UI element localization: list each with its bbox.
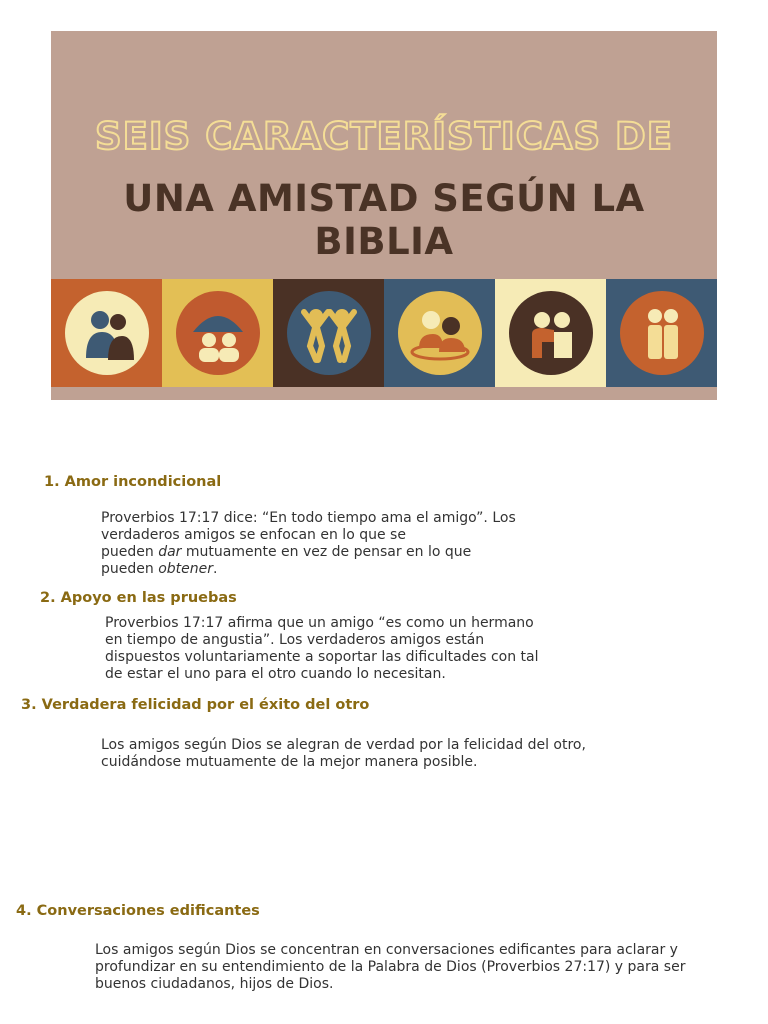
text-line (105, 666, 539, 683)
section-text-1 (101, 510, 516, 578)
text-line (95, 959, 685, 976)
text-line (105, 615, 539, 632)
section-heading-1: 1. Amor incondicional (44, 474, 222, 490)
text-line (101, 527, 516, 544)
icon-tile (51, 279, 162, 387)
emphasized-word: dar (158, 544, 182, 560)
icon-tile (273, 279, 384, 387)
text-run: Proverbios 17:17 dice: “En todo tiempo ama el amigo”. Los (101, 510, 516, 526)
icon-tile (162, 279, 273, 387)
text-run: pueden (101, 561, 159, 577)
icon-strip (51, 279, 717, 387)
icon-tile (384, 279, 495, 387)
text-run: Los amigos según Dios se concentran en conversaciones edificantes para aclarar y (95, 942, 678, 958)
text-run: verdaderos amigos se enfocan en lo que se (101, 527, 406, 543)
banner-image (51, 31, 717, 400)
text-run: dispuestos voluntariamente a soportar las dificultades con tal (105, 649, 539, 665)
section-heading-2: 2. Apoyo en las pruebas (40, 590, 237, 606)
text-line (101, 510, 516, 527)
section-text-3 (101, 737, 586, 771)
text-line (105, 632, 539, 649)
icon-tile (495, 279, 606, 387)
people-under-umbrella-icon (175, 290, 261, 376)
text-line (95, 976, 685, 993)
text-run: profundizar en su entendimiento de la Palabra de Dios (Proverbios 27:17) y para ser (95, 959, 686, 975)
celebrating-friends-icon (286, 290, 372, 376)
text-line (101, 754, 586, 771)
friends-standing-together-icon (619, 290, 705, 376)
text-line (101, 737, 586, 754)
text-run: en tiempo de angustia”. Los verdaderos amigos están (105, 632, 485, 648)
section-text-2 (105, 615, 539, 683)
text-line (101, 544, 516, 561)
text-line (95, 942, 685, 959)
comforting-friend-icon (508, 290, 594, 376)
text-run: . (213, 561, 218, 577)
text-line (101, 561, 516, 578)
text-run: buenos ciudadanos, hijos de Dios. (95, 976, 334, 992)
text-run: mutuamente en vez de pensar en lo que (181, 544, 472, 560)
section-text-4 (95, 942, 685, 993)
embracing-couple-icon (64, 290, 150, 376)
banner-title-line1: SEIS CARACTERÍSTICAS DE (94, 115, 674, 158)
text-run: de estar el uno para el otro cuando lo necesitan. (105, 666, 446, 682)
text-run: pueden (101, 544, 159, 560)
icon-tile (606, 279, 717, 387)
emphasized-word: obtener (158, 561, 213, 577)
banner-title-line2: UNA AMISTAD SEGÚN LA BIBLIA (123, 177, 645, 263)
text-line (105, 649, 539, 666)
section-heading-3: 3. Verdadera felicidad por el éxito del otro (21, 697, 370, 713)
text-run: Proverbios 17:17 afirma que un amigo “es como un hermano (105, 615, 534, 631)
section-heading-4: 4. Conversaciones edificantes (16, 903, 260, 919)
sharing-meal-icon (397, 290, 483, 376)
text-run: Los amigos según Dios se alegran de verdad por la felicidad del otro, (101, 737, 586, 753)
text-run: cuidándose mutuamente de la mejor manera posible. (101, 754, 478, 770)
